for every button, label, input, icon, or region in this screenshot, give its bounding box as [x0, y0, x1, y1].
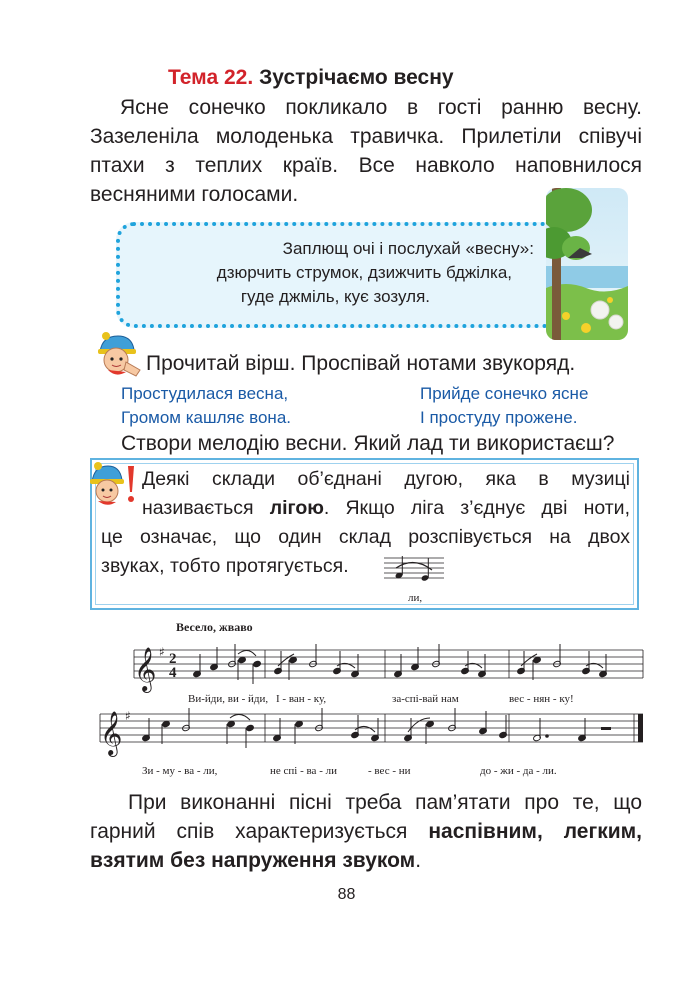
page-number: 88: [337, 886, 356, 903]
info-line: [142, 494, 630, 523]
info-line: звуках, тобто протягується.: [101, 555, 349, 577]
boy-mascot-icon: [92, 332, 144, 378]
time-sig-top: 2: [169, 651, 177, 667]
outro-emphasis: наспівним, легким,: [428, 820, 643, 843]
svg-text:♯: ♯: [125, 709, 131, 723]
svg-text:Ви-йди, ви - йди, І - ван: [188, 693, 574, 705]
lyric-phrase: Ви-йди, ви - йди,: [188, 693, 269, 705]
spring-illustration: [546, 188, 628, 340]
outro-paragraph: [90, 788, 642, 875]
outro-text-part: .: [415, 849, 422, 872]
info-line: Деякі склади об’єднані дугою, яка в музиці: [142, 468, 630, 490]
lyric-phrase: не спі - ва - ли: [270, 765, 337, 777]
lyric-phrase: І - ван - ку,: [276, 693, 327, 705]
term-liga: лігою: [269, 497, 324, 519]
outro-emphasis: взятим без напруження звуком: [90, 849, 416, 872]
lyric-phrase: вес - нян - ку!: [509, 693, 574, 705]
svg-text:Зи - му - ва - ли, не спі: [142, 765, 557, 777]
poem-line: І простуду прожене.: [420, 408, 578, 427]
task-read-poem: Прочитай вірш. Проспівай нотами звукоряд.: [146, 352, 576, 375]
poem-line: Простудилася весна,: [121, 384, 289, 403]
info-text-part: . Якщо ліга з’єднує дві ноти,: [323, 497, 630, 519]
intro-line: птахи з теплих країв. Все навколо наповнилося: [90, 154, 642, 177]
info-text: [142, 465, 630, 523]
topic-number: Тема 22.: [168, 66, 254, 89]
topic-name: Зустрічаємо весну: [259, 66, 454, 89]
info-line: це означає, що один склад розспівується на двох: [101, 526, 630, 548]
poem-line: Громом кашляє вона.: [121, 408, 291, 427]
outro-line: При виконанні пісні треба пам’ятати про те, що: [128, 791, 642, 814]
boy-attention-icon: [86, 462, 138, 508]
listen-line: Заплющ очі і послухай «весну»:: [282, 239, 534, 258]
lyric-phrase: - вес - ни: [368, 765, 411, 777]
outro-line: [90, 817, 642, 846]
time-sig-bottom: 4: [169, 665, 177, 681]
info-text-cont: [101, 523, 630, 552]
listen-line: дзюрчить струмок, дзижчить бджілка,: [216, 263, 512, 282]
info-text-part: називається: [142, 497, 270, 519]
intro-line: Зазеленіла молоденька травичка. Прилетіли співучі: [90, 125, 642, 148]
outro-text-part: гарний спів характеризується: [90, 820, 429, 843]
example-syllable: ли,: [408, 592, 423, 604]
listen-line: гуде джміль, кує зозуля.: [240, 287, 430, 306]
intro-line: Ясне сонечко покликало в гості ранню весну.: [120, 96, 642, 119]
svg-text:𝄞: 𝄞: [134, 647, 157, 691]
music-score: [0, 630, 693, 790]
lyric-phrase: за-спі-вай нам: [392, 693, 459, 705]
svg-text:𝄞: 𝄞: [100, 711, 123, 755]
lyric-phrase: до - жи - да - ли.: [480, 765, 557, 777]
outro-line: [90, 846, 642, 875]
ligature-example: [384, 548, 444, 606]
svg-text:♯: ♯: [159, 645, 165, 659]
intro-line: весняними голосами.: [90, 183, 299, 206]
poem-line: Прийде сонечко ясне: [420, 384, 589, 403]
page-title: [168, 66, 454, 90]
tempo-marking: Весело, жваво: [176, 620, 253, 634]
task-create-melody: Створи мелодію весни. Який лад ти використаєш?: [121, 432, 615, 455]
lyric-phrase: Зи - му - ва - ли,: [142, 765, 218, 777]
